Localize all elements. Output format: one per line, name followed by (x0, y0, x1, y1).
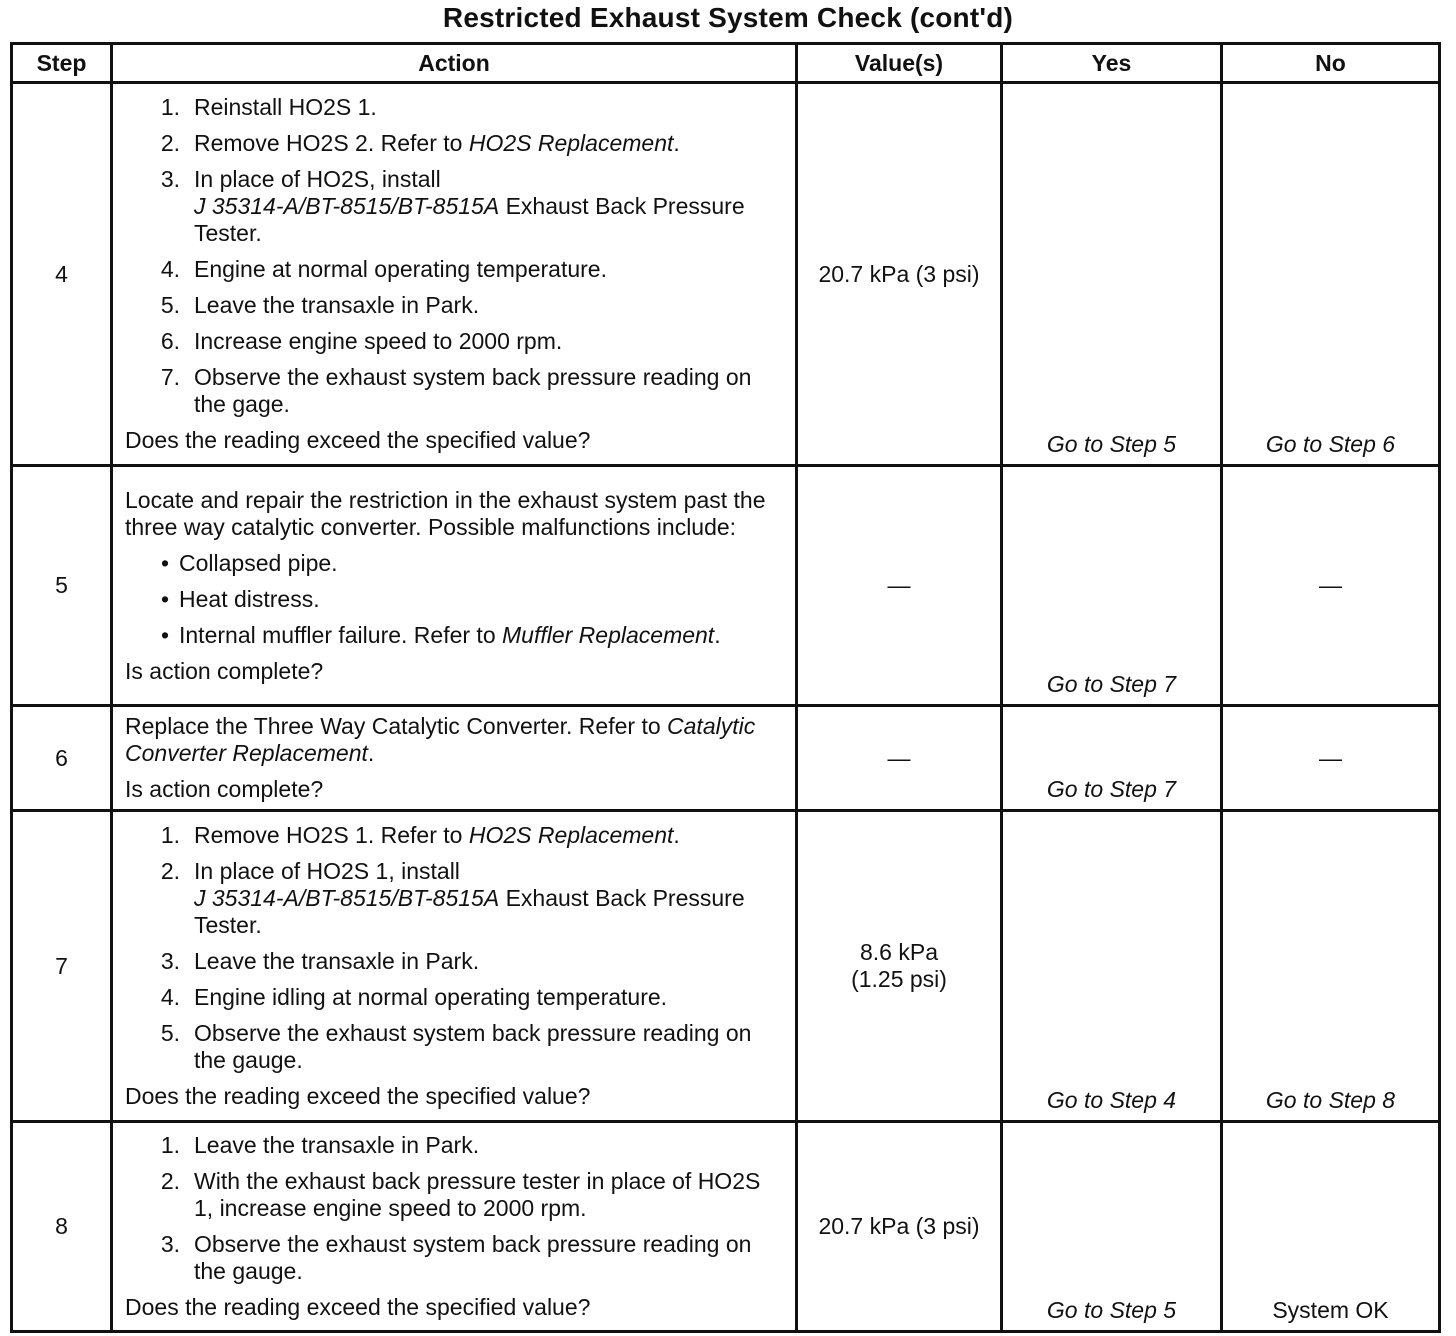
action-step: 1. Reinstall HO2S 1. (160, 94, 377, 120)
value-line: 8.6 kPa (860, 939, 938, 965)
action-step: 3. In place of HO2S, install J 35314-A/BT-8515/BT-8515A Exhaust Back Pressure Tester. (160, 166, 745, 246)
action-cell (112, 1122, 797, 1332)
table-row-step-4 (12, 83, 1440, 466)
step-number: 6 (12, 706, 112, 811)
list-item: • Heat distress. (160, 585, 320, 612)
header-no: No (1222, 44, 1440, 83)
yes-cell[interactable]: Go to Step 7 (1002, 466, 1222, 706)
no-cell: — (1222, 466, 1440, 706)
action-steps (125, 94, 783, 418)
step-number: 8 (12, 1122, 112, 1332)
action-steps (125, 822, 783, 1074)
list-item: • Internal muffler failure. Refer to Muffler Replacement. (160, 621, 721, 648)
reference-link[interactable]: HO2S Replacement (468, 822, 674, 848)
malfunction-list (125, 550, 783, 649)
list-item: • Collapsed pipe. (160, 549, 338, 576)
action-cell (112, 83, 797, 466)
value-cell: 20.7 kPa (3 psi) (797, 1122, 1002, 1332)
action-step: 2. With the exhaust back pressure tester in place of HO2S 1, increase engine speed to 2000 rpm. (160, 1168, 761, 1221)
yes-cell[interactable]: Go to Step 5 (1002, 1122, 1222, 1332)
action-cell (112, 706, 797, 811)
action-step: 3. Leave the transaxle in Park. (160, 948, 480, 974)
header-row (12, 44, 1440, 83)
action-question: Does the reading exceed the specified value? (125, 427, 591, 453)
action-question: Does the reading exceed the specified value? (125, 1294, 591, 1320)
no-cell: System OK (1222, 1122, 1440, 1332)
action-intro: Locate and repair the restriction in the exhaust system past the three way catalytic converter. Possible malfunctions include: (125, 486, 766, 540)
header-step: Step (12, 44, 112, 83)
page-title: Restricted Exhaust System Check (cont'd) (442, 2, 1014, 33)
step-number: 5 (12, 466, 112, 706)
action-cell (112, 466, 797, 706)
header-values: Value(s) (797, 44, 1002, 83)
value-cell (797, 811, 1002, 1122)
value-cell: — (797, 466, 1002, 706)
action-step: 1. Remove HO2S 1. Refer to HO2S Replacement. (160, 822, 680, 848)
table-row-step-7 (12, 811, 1440, 1122)
value-cell: — (797, 706, 1002, 811)
action-step: 4. Engine idling at normal operating temperature. (160, 984, 668, 1010)
reference-link[interactable]: HO2S Replacement (468, 130, 674, 156)
action-step: 4. Engine at normal operating temperature. (160, 256, 607, 282)
no-cell: — (1222, 706, 1440, 811)
action-step: 3. Observe the exhaust system back pressure reading on the gauge. (160, 1231, 752, 1284)
diagnostic-table (10, 42, 1441, 1333)
action-question: Does the reading exceed the specified value? (125, 1083, 591, 1109)
step-number: 4 (12, 83, 112, 466)
action-step: 2. In place of HO2S 1, install J 35314-A/BT-8515/BT-8515A Exhaust Back Pressure Tester. (160, 858, 745, 938)
action-intro: Replace the Three Way Catalytic Converter. Refer to Catalytic Converter Replacement. (125, 713, 756, 766)
action-step: 1. Leave the transaxle in Park. (160, 1132, 480, 1158)
value-line: (1.25 psi) (851, 966, 947, 992)
header-yes: Yes (1002, 44, 1222, 83)
action-step: 2. Remove HO2S 2. Refer to HO2S Replacement. (160, 130, 680, 156)
table-row-step-6 (12, 706, 1440, 811)
yes-cell[interactable]: Go to Step 7 (1002, 706, 1222, 811)
table-row-step-5 (12, 466, 1440, 706)
reference-link[interactable]: Muffler Replacement (502, 621, 715, 648)
yes-cell[interactable]: Go to Step 5 (1002, 83, 1222, 466)
action-steps (125, 1132, 783, 1285)
step-number: 7 (12, 811, 112, 1122)
reference-link[interactable]: Catalytic Converter Replacement (125, 713, 756, 766)
action-step: 6. Increase engine speed to 2000 rpm. (160, 328, 563, 354)
action-cell (112, 811, 797, 1122)
table-row-step-8 (12, 1122, 1440, 1332)
action-question: Is action complete? (125, 776, 324, 802)
header-action: Action (112, 44, 797, 83)
tool-number: J 35314-A/BT-8515/BT-8515A (194, 885, 500, 911)
tool-number: J 35314-A/BT-8515/BT-8515A (194, 193, 500, 219)
action-step: 7. Observe the exhaust system back pressure reading on the gage. (160, 364, 752, 417)
yes-cell[interactable]: Go to Step 4 (1002, 811, 1222, 1122)
no-cell[interactable]: Go to Step 6 (1222, 83, 1440, 466)
action-step: 5. Leave the transaxle in Park. (160, 292, 480, 318)
action-step: 5. Observe the exhaust system back pressure reading on the gauge. (160, 1020, 752, 1073)
value-cell: 20.7 kPa (3 psi) (797, 83, 1002, 466)
no-cell[interactable]: Go to Step 8 (1222, 811, 1440, 1122)
action-question: Is action complete? (125, 657, 324, 684)
